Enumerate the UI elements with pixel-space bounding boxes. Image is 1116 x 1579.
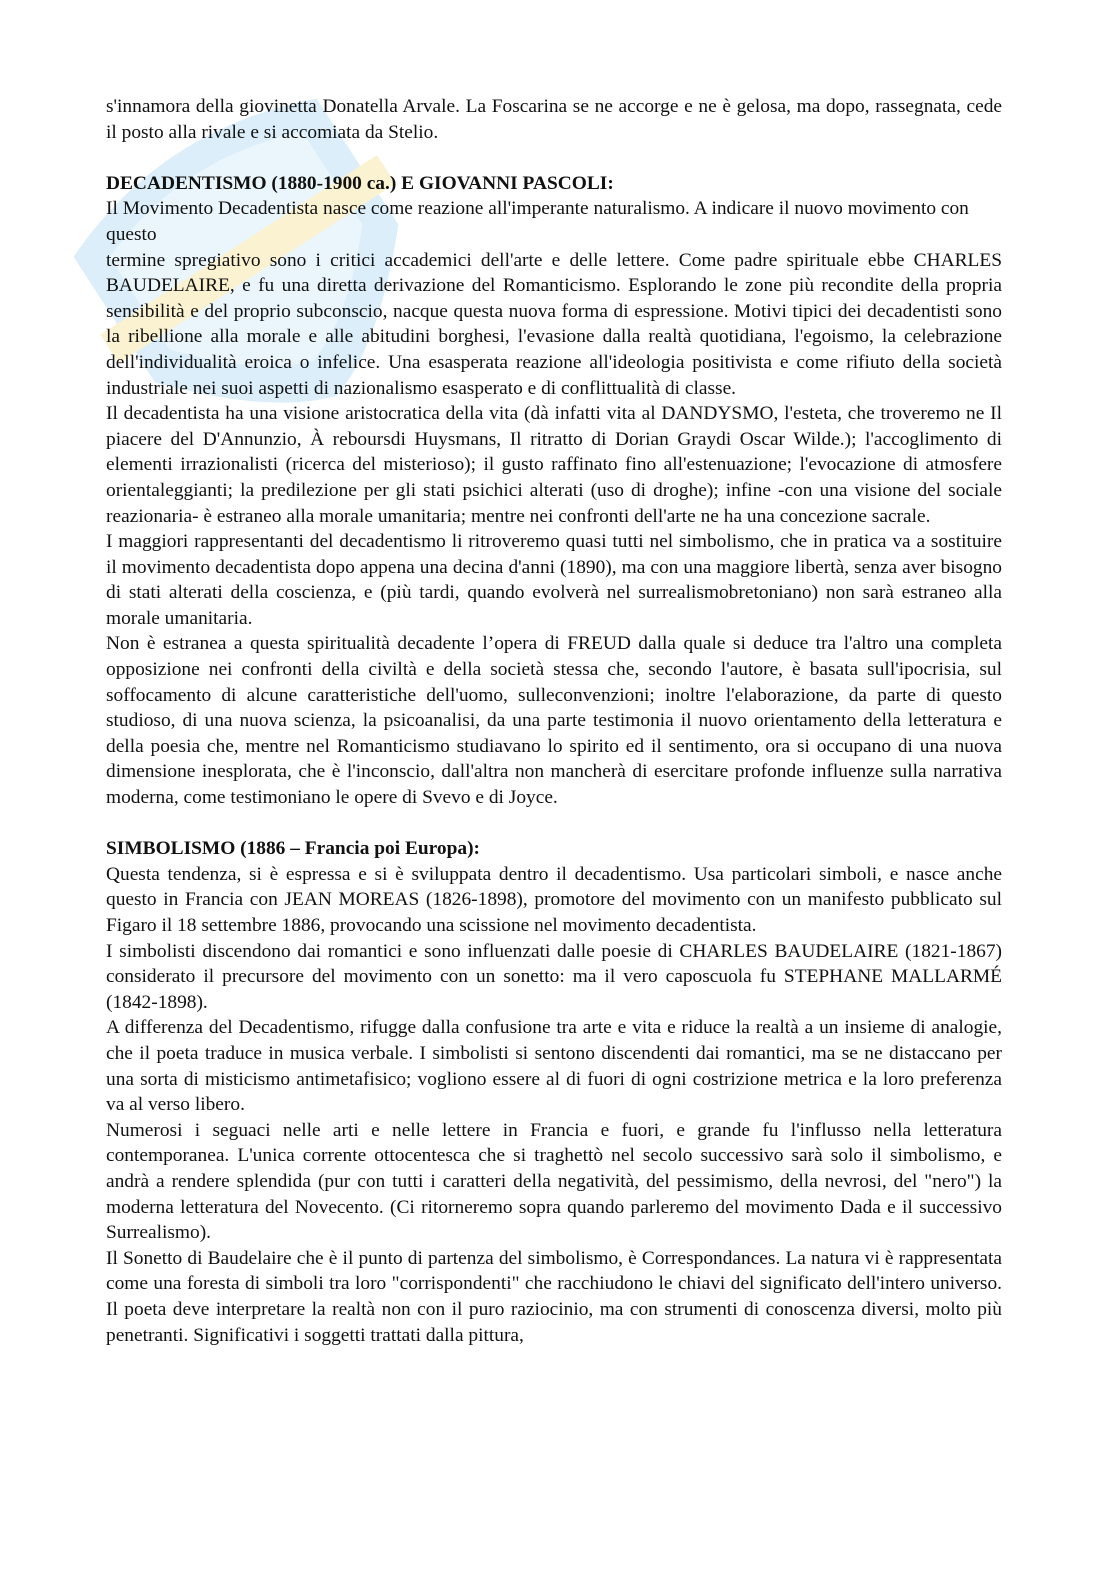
- intro-paragraph: s'innamora della giovinetta Donatella Arvale. La Foscarina se ne accorge e ne è gelosa, ma dopo, rassegnata, cede il posto alla rivale e si accomiata da Stelio.: [106, 96, 1002, 143]
- section-heading-simbolismo: SIMBOLISMO (1886 – Francia poi Europa):: [106, 838, 481, 860]
- simbolismo-paragraph-4: Numerosi i seguaci nelle arti e nelle lettere in Francia e fuori, e grande fu l'influsso nella letteratura contemporanea. L'unica corrente ottocentesca che si traghettò nel secolo successivo sarà solo il simbolismo, e andrà a rendere splendida (pur con tutti i caratteri della negatività, del pessimismo, della nevrosi, del "nero") la moderna letteratura del Novecento. (Ci ritorneremo sopra quando parleremo del movimento Dada e il successivo Surrealismo).: [106, 1119, 1002, 1244]
- section-heading-decadentismo: DECADENTISMO (1880-1900 ca.) E GIOVANNI PASCOLI:: [106, 172, 614, 194]
- decadentismo-paragraph-1a: Il Movimento Decadentista nasce come reazione all'imperante naturalismo. A indicare il nuovo movimento con questo: [106, 198, 969, 245]
- section-spacer: [106, 811, 1002, 837]
- decadentismo-paragraph-3: I maggiori rappresentanti del decadentismo li ritroveremo quasi tutti nel simbolismo, che in pratica va a sostituire il movimento decadentista dopo appena una decina d'anni (1890), ma con una maggiore libertà, senza aver bisogno di stati alterati della coscienza, e (più tardi, quando evolverà nel surrealismobretoniano) non sarà estraneo alla morale umanitaria.: [106, 531, 1002, 629]
- decadentismo-paragraph-1b: termine spregiativo sono i critici accademici dell'arte e delle lettere. Come padre spirituale ebbe CHARLES BAUDELAIRE, e fu una diretta derivazione del Romanticismo. Esplorando le zone più recondite della propria sensibilità e del proprio subconscio, nacque questa nuova forma di espressione. Motivi tipici dei decadentisti sono la ribellione alla morale e alle abitudini borghesi, l'evasione dalla realtà quotidiana, l'egoismo, la celebrazione dell'individualità eroica o infelice. Una esasperata reazione all'ideologia positivista e come rifiuto della società industriale nei suoi aspetti di nazionalismo esasperato e di conflittualità di classe.: [106, 249, 1002, 399]
- simbolismo-paragraph-3: A differenza del Decadentismo, rifugge dalla confusione tra arte e vita e riduce la realtà a un insieme di analogie, che il poeta traduce in musica verbale. I simbolisti si sentono discendenti dai romantici, ma se ne distaccano per una sorta di misticismo antimetafisico; vogliono essere al di fuori di ogni costrizione metrica e la loro preferenza va al verso libero.: [106, 1017, 1002, 1116]
- simbolismo-paragraph-2: I simbolisti discendono dai romantici e sono influenzati dalle poesie di CHARLES BAUDELAIRE (1821-1867) considerato il precursore del movimento con un sonetto: ma il vero caposcuola fu STEPHANE MALLARMÉ (1842-1898).: [106, 940, 1002, 1013]
- decadentismo-paragraph-2: Il decadentista ha una visione aristocratica della vita (dà infatti vita al DANDYSMO, l'esteta, che troveremo ne Il piacere del D'Annunzio, À reboursdi Huysmans, Il ritratto di Dorian Graydi Oscar Wilde.); l'accoglimento di elementi irrazionalisti (ricerca del misterioso); il gusto raffinato fino all'estenuazione; l'evocazione di atmosfere orientaleggianti; la predilezione per gli stati psichici alterati (uso di droghe); infine -con una visione del sociale reazionaria- è estraneo alla morale umanitaria; mentre nei confronti dell'arte ne ha una concezione sacrale.: [106, 403, 1002, 527]
- simbolismo-paragraph-5: Il Sonetto di Baudelaire che è il punto di partenza del simbolismo, è Correspondances. La natura vi è rappresentata come una foresta di simboli tra loro "corrispondenti" che racchiudono le chiavi del significato dell'intero universo. Il poeta deve interpretare la realtà non con il puro raziocinio, ma con strumenti di conoscenza diversi, molto più penetranti. Significativi i soggetti trattati dalla pittura,: [106, 1247, 1002, 1346]
- decadentismo-paragraph-4: Non è estranea a questa spiritualità decadente l’opera di FREUD dalla quale si deduce tra l'altro una completa opposizione nei confronti della civiltà e della società stessa che, secondo l'autore, è basata sull'ipocrisia, sul soffocamento di alcune caratteristiche dell'uomo, sulleconvenzioni; inoltre l'elaborazione, da parte di questo studioso, di una nuova scienza, la psicoanalisi, da una parte testimonia il nuovo orientamento della letteratura e della poesia che, mentre nel Romanticismo studiavano lo spirito ed il sentimento, ora si occupano di una nuova dimensione inesplorata, che è l'inconscio, dall'altra non mancherà di esercitare profonde influenze sulla narrativa moderna, come testimoniano le opere di Svevo e di Joyce.: [106, 633, 1002, 809]
- simbolismo-paragraph-1: Questa tendenza, si è espressa e si è sviluppata dentro il decadentismo. Usa particolari simboli, e nasce anche questo in Francia con JEAN MOREAS (1826-1898), promotore del movimento con un manifesto pubblicato sul Figaro il 18 settembre 1886, provocando una scissione nel movimento decadentista.: [106, 863, 1002, 936]
- document-page: [106, 94, 1002, 1348]
